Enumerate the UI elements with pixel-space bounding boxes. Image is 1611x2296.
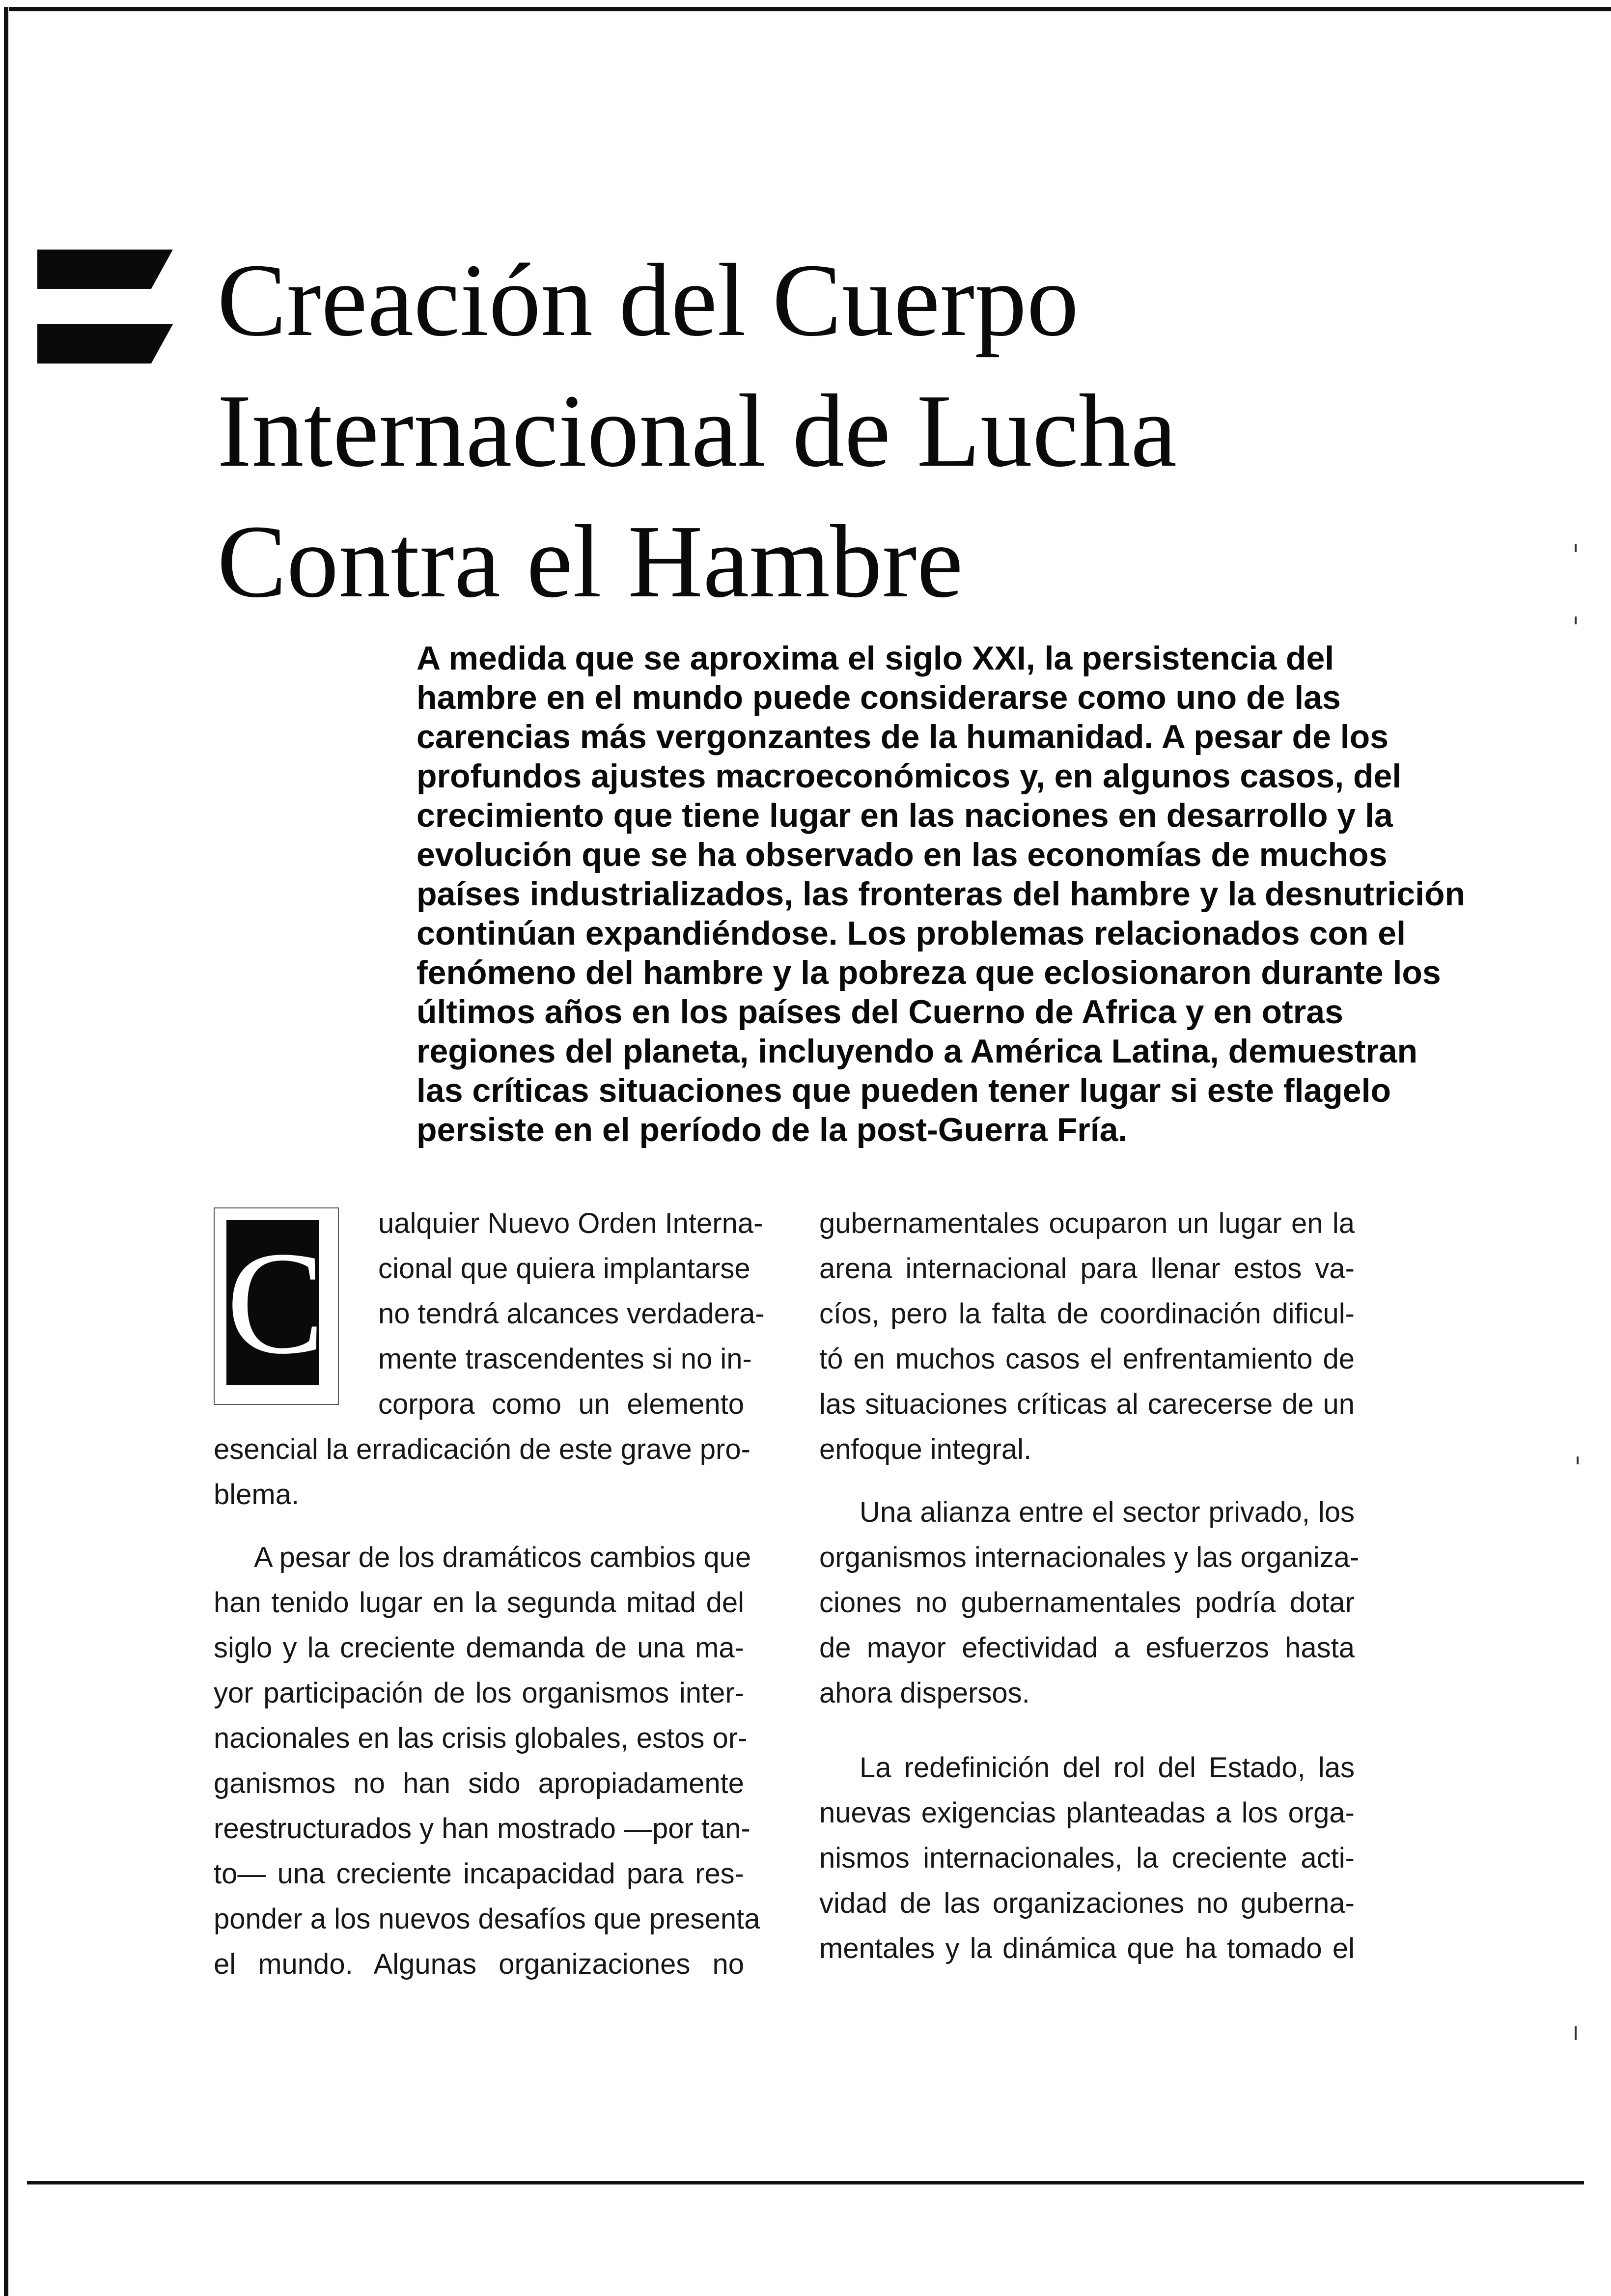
scan-speck [1577, 1456, 1579, 1464]
abstract-line: fenómeno del hambre y la pobreza que eclosionaron durante los [417, 954, 1441, 991]
paragraph-gap [819, 1716, 1355, 1745]
article-title [217, 235, 1445, 627]
abstract-line: evolución que se ha observado en las economías de muchos [417, 836, 1388, 873]
title-line: Contra el Hambre [217, 504, 963, 619]
paragraph-line: ualquier Nuevo Orden Interna- [378, 1207, 763, 1239]
paragraph-line: blema. [214, 1479, 300, 1511]
paragraph-line: gubernamentales ocuparon un lugar en la [819, 1207, 1355, 1239]
paragraph-line: reestructurados y han mostrado —por tan- [214, 1813, 750, 1845]
abstract-line: persiste en el período de la post-Guerra Fría. [417, 1111, 1128, 1148]
body-column-right [819, 1201, 1360, 1971]
paragraph-line: mente trascendentes si no in- [378, 1343, 752, 1375]
body-column-left [214, 1201, 765, 1987]
page-top-border [9, 7, 1611, 11]
title-line: Creación del Cuerpo [217, 242, 1079, 358]
abstract-line: países industrializados, las fronteras del hambre y la desnutrición [417, 875, 1466, 913]
paragraph-line: ganismos no han sido apropiadamente [214, 1767, 744, 1799]
abstract-line: continúan expandiéndose. Los problemas relacionados con el [417, 915, 1406, 952]
paragraph-line: nuevas exigencias planteadas a los orga- [819, 1797, 1355, 1829]
abstract-line: últimos años en los países del Cuerno de Africa y en otras [417, 993, 1343, 1031]
paragraph-line: nismos internacionales, la creciente acti- [819, 1842, 1355, 1874]
paragraph-line: yor participación de los organismos inter- [214, 1677, 744, 1709]
paragraph-line: siglo y la creciente demanda de una ma- [214, 1632, 744, 1664]
drop-cap-letter: C [226, 1221, 325, 1384]
paragraph-line: han tenido lugar en la segunda mitad del [214, 1587, 744, 1619]
abstract-line: las críticas situaciones que pueden tener lugar si este flagelo [417, 1072, 1391, 1109]
title-mark-bar [37, 250, 173, 289]
title-mark-bar [37, 324, 173, 364]
paragraph-line: arena internacional para llenar estos va- [819, 1253, 1355, 1285]
paragraph-line: corpora como un elemento [378, 1388, 744, 1420]
scan-speck [1575, 544, 1577, 552]
paragraph-line: vidad de las organizaciones no guberna- [819, 1887, 1355, 1919]
paragraph-line: enfoque integral. [819, 1433, 1032, 1465]
paragraph-line: cional que quiera implantarse [378, 1253, 750, 1285]
paragraph-line: organismos internacionales y las organiza- [819, 1541, 1360, 1573]
paragraph-line: no tendrá alcances verdadera- [378, 1298, 765, 1330]
paragraph-line: mentales y la dinámica que ha tomado el [819, 1932, 1355, 1964]
paragraph-line: ciones no gubernamentales podría dotar [819, 1587, 1355, 1619]
scan-speck [1575, 616, 1577, 624]
paragraph-gap [214, 1517, 744, 1535]
paragraph-line: ponder a los nuevos desafíos que presenta [214, 1903, 760, 1935]
paragraph-line: de mayor efectividad a esfuerzos hasta [819, 1632, 1355, 1664]
abstract-line: hambre en el mundo puede considerarse como uno de las [417, 679, 1341, 716]
paragraph-line: to— una creciente incapacidad para res- [214, 1858, 744, 1890]
paragraph-line: el mundo. Algunas organizaciones no [214, 1948, 744, 1980]
page-left-border [4, 7, 8, 2296]
paragraph-line: La redefinición del rol del Estado, las [860, 1752, 1355, 1784]
paragraph-line: cíos, pero la falta de coordinación dificul- [819, 1298, 1355, 1330]
abstract-line: crecimiento que tiene lugar en las naciones en desarrollo y la [417, 797, 1393, 834]
paragraph-gap [819, 1472, 1355, 1490]
abstract-line: A medida que se aproxima el siglo XXI, la persistencia del [417, 640, 1334, 677]
paragraph-line: tó en muchos casos el enfrentamiento de [819, 1343, 1355, 1375]
paragraph-line: A pesar de los dramáticos cambios que [254, 1541, 751, 1573]
paragraph-line: nacionales en las crisis globales, estos or- [214, 1722, 748, 1754]
abstract-line: regiones del planeta, incluyendo a América Latina, demuestran [417, 1033, 1418, 1070]
scan-speck [1575, 2026, 1577, 2040]
abstract-line: carencias más vergonzantes de la humanidad. A pesar de los [417, 718, 1389, 756]
article-abstract [417, 639, 1466, 1149]
abstract-line: profundos ajustes macroeconómicos y, en algunos casos, del [417, 757, 1402, 795]
page-bottom-rule [27, 2181, 1584, 2184]
paragraph-line: Una alianza entre el sector privado, los [860, 1496, 1355, 1528]
paragraph-line: las situaciones críticas al carecerse de un [819, 1388, 1355, 1420]
title-line: Internacional de Lucha [217, 373, 1177, 488]
paragraph-line: ahora dispersos. [819, 1677, 1030, 1709]
paragraph-line: esencial la erradicación de este grave pro- [214, 1433, 750, 1465]
